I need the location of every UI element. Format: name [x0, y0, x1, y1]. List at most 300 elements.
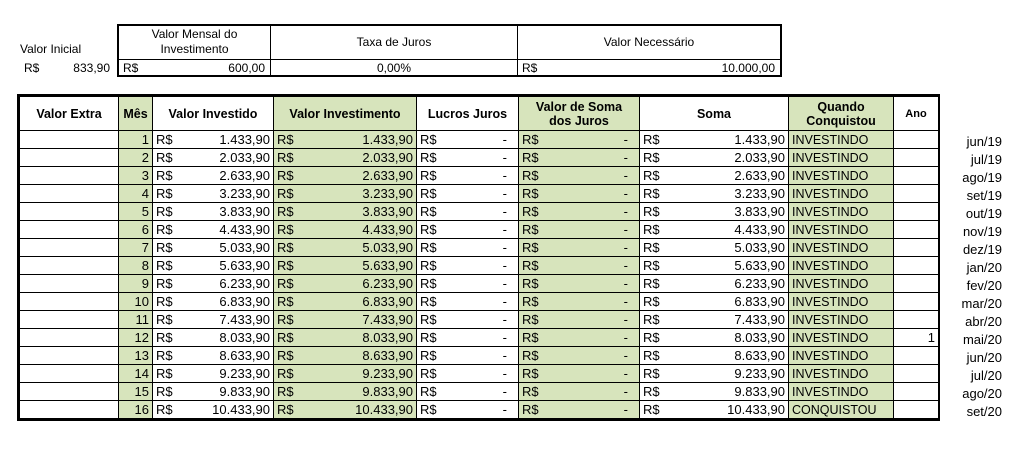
currency-label: R$: [420, 168, 437, 183]
valor-investido-value: 1.433,90: [219, 132, 270, 147]
currency-label: R$: [643, 150, 660, 165]
soma-juros-cell: [519, 221, 640, 239]
taxa-juros-value[interactable]: 0,00%: [376, 61, 412, 75]
header-quando-conquistou: [789, 97, 894, 131]
lucros-juros-value: -: [502, 330, 507, 345]
valor-investido-value: 3.233,90: [219, 186, 270, 201]
header-soma-juros-line1: Valor de Soma: [535, 99, 623, 114]
valor-extra-cell[interactable]: [20, 365, 119, 383]
currency-label: R$: [156, 204, 173, 219]
mes-cell: 8: [119, 257, 153, 275]
valor-investimento-cell: [274, 185, 417, 203]
valor-investimento-cell: [274, 131, 417, 149]
table-row: [20, 239, 939, 257]
header-ano: Ano: [894, 97, 939, 131]
valor-investimento-value: 9.233,90: [362, 366, 413, 381]
soma-value: 6.833,90: [734, 294, 785, 309]
valor-mensal-label-line1: Valor Mensal do: [151, 27, 238, 41]
valor-investido-cell: [153, 149, 274, 167]
soma-juros-cell: [519, 365, 640, 383]
valor-extra-cell[interactable]: [20, 275, 119, 293]
soma-juros-cell: [519, 275, 640, 293]
table-header-row: [20, 97, 939, 131]
soma-cell: [640, 131, 789, 149]
valor-extra-cell[interactable]: [20, 131, 119, 149]
soma-cell: [640, 329, 789, 347]
valor-investido-cell: [153, 257, 274, 275]
currency-label: R$: [522, 402, 539, 417]
valor-investimento-value: 2.033,90: [362, 150, 413, 165]
month-label: nov/19: [962, 224, 1002, 239]
header-soma-juros-line2: dos Juros: [549, 113, 609, 128]
ano-cell: [894, 275, 939, 293]
soma-juros-cell: [519, 167, 640, 185]
mes-cell: 10: [119, 293, 153, 311]
lucros-juros-value: -: [502, 150, 507, 165]
valor-necessario-currency: R$: [522, 61, 538, 75]
valor-investido-value: 2.633,90: [219, 168, 270, 183]
valor-investido-cell: [153, 329, 274, 347]
soma-juros-value: -: [623, 402, 628, 417]
valor-extra-cell[interactable]: [20, 293, 119, 311]
currency-label: R$: [277, 222, 294, 237]
valor-inicial-value[interactable]: 833,90: [73, 61, 110, 75]
valor-investimento-cell: [274, 329, 417, 347]
month-label: ago/20: [962, 386, 1002, 401]
valor-investido-value: 9.833,90: [219, 384, 270, 399]
month-label: jul/19: [970, 152, 1002, 167]
currency-label: R$: [522, 222, 539, 237]
valor-investimento-cell: [274, 365, 417, 383]
currency-label: R$: [156, 330, 173, 345]
table-row: [20, 275, 939, 293]
mes-cell: 7: [119, 239, 153, 257]
ano-cell: [894, 401, 939, 419]
valor-investido-value: 3.833,90: [219, 204, 270, 219]
currency-label: R$: [277, 258, 294, 273]
soma-value: 10.433,90: [727, 402, 785, 417]
currency-label: R$: [643, 348, 660, 363]
soma-value: 9.233,90: [734, 366, 785, 381]
table-row: [20, 329, 939, 347]
currency-label: R$: [156, 384, 173, 399]
ano-cell: [894, 257, 939, 275]
currency-label: R$: [643, 186, 660, 201]
valor-investimento-value: 6.233,90: [362, 276, 413, 291]
soma-juros-cell: [519, 203, 640, 221]
valor-investido-value: 4.433,90: [219, 222, 270, 237]
status-cell: INVESTINDO: [789, 185, 894, 203]
valor-investido-cell: [153, 203, 274, 221]
soma-value: 2.633,90: [734, 168, 785, 183]
month-label: mai/20: [962, 332, 1002, 347]
table-row: [20, 131, 939, 149]
month-label: fev/20: [966, 278, 1002, 293]
currency-label: R$: [277, 150, 294, 165]
currency-label: R$: [522, 258, 539, 273]
currency-label: R$: [643, 294, 660, 309]
valor-investimento-cell: [274, 383, 417, 401]
currency-label: R$: [522, 186, 539, 201]
valor-investimento-cell: [274, 257, 417, 275]
mes-cell: 5: [119, 203, 153, 221]
valor-investimento-cell: [274, 275, 417, 293]
currency-label: R$: [420, 294, 437, 309]
mes-cell: 14: [119, 365, 153, 383]
valor-mensal-currency: R$: [123, 61, 139, 75]
investment-table: [17, 94, 940, 421]
month-label: dez/19: [962, 242, 1002, 257]
month-label: set/19: [966, 188, 1002, 203]
table-row: [20, 347, 939, 365]
currency-label: R$: [156, 186, 173, 201]
valor-investimento-value: 1.433,90: [362, 132, 413, 147]
ano-cell: [894, 293, 939, 311]
month-label: jun/19: [966, 134, 1002, 149]
valor-investido-cell: [153, 239, 274, 257]
soma-value: 1.433,90: [734, 132, 785, 147]
soma-juros-value: -: [623, 312, 628, 327]
table-row: [20, 383, 939, 401]
month-label: mar/20: [961, 296, 1002, 311]
valor-investido-value: 8.633,90: [219, 348, 270, 363]
ano-cell: [894, 383, 939, 401]
currency-label: R$: [522, 240, 539, 255]
valor-investimento-value: 6.833,90: [362, 294, 413, 309]
valor-inicial-currency: R$: [24, 61, 40, 75]
soma-value: 6.233,90: [734, 276, 785, 291]
valor-investimento-value: 2.633,90: [362, 168, 413, 183]
currency-label: R$: [156, 168, 173, 183]
currency-label: R$: [522, 150, 539, 165]
currency-label: R$: [643, 366, 660, 381]
currency-label: R$: [522, 330, 539, 345]
valor-extra-cell[interactable]: [20, 401, 119, 419]
lucros-juros-value: -: [502, 168, 507, 183]
currency-label: R$: [420, 330, 437, 345]
currency-label: R$: [643, 384, 660, 399]
lucros-juros-cell: [417, 365, 519, 383]
valor-investido-cell: [153, 185, 274, 203]
currency-label: R$: [420, 312, 437, 327]
valor-investido-value: 7.433,90: [219, 312, 270, 327]
ano-cell: [894, 365, 939, 383]
ano-cell: [894, 131, 939, 149]
soma-cell: [640, 257, 789, 275]
table-row: [20, 401, 939, 419]
valor-extra-cell[interactable]: [20, 221, 119, 239]
soma-cell: [640, 311, 789, 329]
currency-label: R$: [277, 348, 294, 363]
currency-label: R$: [277, 366, 294, 381]
lucros-juros-cell: [417, 131, 519, 149]
status-cell: INVESTINDO: [789, 167, 894, 185]
lucros-juros-value: -: [502, 384, 507, 399]
soma-juros-value: -: [623, 294, 628, 309]
valor-extra-cell[interactable]: [20, 185, 119, 203]
month-label: set/20: [966, 404, 1002, 419]
header-lucros-juros: Lucros Juros: [417, 97, 519, 131]
valor-investido-value: 5.033,90: [219, 240, 270, 255]
lucros-juros-value: -: [502, 258, 507, 273]
currency-label: R$: [156, 258, 173, 273]
soma-juros-cell: [519, 185, 640, 203]
status-cell: INVESTINDO: [789, 239, 894, 257]
table-row: [20, 221, 939, 239]
mes-cell: 9: [119, 275, 153, 293]
currency-label: R$: [277, 168, 294, 183]
valor-investimento-value: 4.433,90: [362, 222, 413, 237]
parameters-box: [117, 24, 782, 77]
lucros-juros-cell: [417, 149, 519, 167]
status-cell: INVESTINDO: [789, 131, 894, 149]
currency-label: R$: [420, 384, 437, 399]
soma-cell: [640, 185, 789, 203]
status-cell: INVESTINDO: [789, 275, 894, 293]
status-cell: INVESTINDO: [789, 149, 894, 167]
valor-extra-cell[interactable]: [20, 203, 119, 221]
valor-investimento-cell: [274, 203, 417, 221]
lucros-juros-value: -: [502, 402, 507, 417]
valor-investido-value: 8.033,90: [219, 330, 270, 345]
valor-investido-value: 5.633,90: [219, 258, 270, 273]
lucros-juros-value: -: [502, 276, 507, 291]
currency-label: R$: [277, 402, 294, 417]
status-cell: INVESTINDO: [789, 221, 894, 239]
valor-extra-cell[interactable]: [20, 347, 119, 365]
valor-investido-cell: [153, 365, 274, 383]
currency-label: R$: [522, 384, 539, 399]
mes-cell: 2: [119, 149, 153, 167]
currency-label: R$: [522, 204, 539, 219]
status-cell: CONQUISTOU: [789, 401, 894, 419]
soma-value: 9.833,90: [734, 384, 785, 399]
mes-cell: 3: [119, 167, 153, 185]
soma-juros-cell: [519, 311, 640, 329]
valor-extra-cell[interactable]: [20, 149, 119, 167]
soma-value: 7.433,90: [734, 312, 785, 327]
soma-cell: [640, 203, 789, 221]
currency-label: R$: [156, 312, 173, 327]
valor-investimento-cell: [274, 311, 417, 329]
header-quando-line2: Conquistou: [806, 113, 876, 128]
soma-juros-value: -: [623, 222, 628, 237]
currency-label: R$: [643, 330, 660, 345]
currency-label: R$: [156, 348, 173, 363]
soma-cell: [640, 239, 789, 257]
table-row: [20, 185, 939, 203]
valor-investimento-cell: [274, 167, 417, 185]
valor-investimento-value: 7.433,90: [362, 312, 413, 327]
currency-label: R$: [522, 132, 539, 147]
ano-cell: [894, 167, 939, 185]
valor-investido-cell: [153, 131, 274, 149]
valor-extra-cell[interactable]: [20, 239, 119, 257]
currency-label: R$: [156, 294, 173, 309]
ano-cell: [894, 311, 939, 329]
currency-label: R$: [522, 294, 539, 309]
soma-juros-value: -: [623, 168, 628, 183]
valor-necessario-value[interactable]: 10.000,00: [721, 61, 775, 75]
valor-investido-cell: [153, 275, 274, 293]
mes-cell: 11: [119, 311, 153, 329]
lucros-juros-value: -: [502, 204, 507, 219]
soma-value: 2.033,90: [734, 150, 785, 165]
lucros-juros-value: -: [502, 222, 507, 237]
soma-cell: [640, 167, 789, 185]
currency-label: R$: [156, 276, 173, 291]
currency-label: R$: [277, 204, 294, 219]
currency-label: R$: [420, 240, 437, 255]
mes-cell: 1: [119, 131, 153, 149]
currency-label: R$: [156, 366, 173, 381]
soma-value: 8.633,90: [734, 348, 785, 363]
lucros-juros-value: -: [502, 366, 507, 381]
status-cell: INVESTINDO: [789, 383, 894, 401]
currency-label: R$: [420, 150, 437, 165]
soma-juros-value: -: [623, 384, 628, 399]
currency-label: R$: [277, 186, 294, 201]
ano-cell: [894, 347, 939, 365]
soma-cell: [640, 149, 789, 167]
soma-value: 3.233,90: [734, 186, 785, 201]
lucros-juros-cell: [417, 239, 519, 257]
soma-juros-cell: [519, 293, 640, 311]
lucros-juros-value: -: [502, 240, 507, 255]
soma-juros-value: -: [623, 276, 628, 291]
currency-label: R$: [277, 312, 294, 327]
currency-label: R$: [277, 276, 294, 291]
valor-investido-cell: [153, 383, 274, 401]
currency-label: R$: [643, 240, 660, 255]
currency-label: R$: [420, 258, 437, 273]
valor-investimento-value: 3.833,90: [362, 204, 413, 219]
soma-cell: [640, 275, 789, 293]
soma-juros-cell: [519, 131, 640, 149]
soma-juros-value: -: [623, 132, 628, 147]
month-label: jun/20: [966, 350, 1002, 365]
ano-cell: 1: [894, 329, 939, 347]
currency-label: R$: [643, 222, 660, 237]
header-valor-investido: Valor Investido: [153, 97, 274, 131]
soma-value: 3.833,90: [734, 204, 785, 219]
valor-mensal-header: [119, 26, 270, 59]
ano-cell: [894, 185, 939, 203]
valor-investimento-cell: [274, 293, 417, 311]
lucros-juros-cell: [417, 347, 519, 365]
currency-label: R$: [277, 132, 294, 147]
valor-investimento-cell: [274, 149, 417, 167]
valor-investido-value: 6.233,90: [219, 276, 270, 291]
table-row: [20, 311, 939, 329]
table-row: [20, 149, 939, 167]
valor-mensal-value[interactable]: 600,00: [228, 61, 265, 75]
currency-label: R$: [156, 222, 173, 237]
soma-juros-cell: [519, 329, 640, 347]
valor-investimento-value: 8.633,90: [362, 348, 413, 363]
soma-cell: [640, 365, 789, 383]
table-row: [20, 167, 939, 185]
status-cell: INVESTINDO: [789, 329, 894, 347]
valor-investido-cell: [153, 167, 274, 185]
header-quando-line1: Quando: [817, 99, 865, 114]
currency-label: R$: [420, 276, 437, 291]
lucros-juros-cell: [417, 185, 519, 203]
currency-label: R$: [156, 402, 173, 417]
valor-extra-cell[interactable]: [20, 329, 119, 347]
valor-extra-cell[interactable]: [20, 167, 119, 185]
header-mes: Mês: [119, 97, 153, 131]
soma-juros-cell: [519, 257, 640, 275]
soma-juros-value: -: [623, 366, 628, 381]
soma-juros-cell: [519, 347, 640, 365]
soma-juros-value: -: [623, 240, 628, 255]
currency-label: R$: [420, 366, 437, 381]
header-soma: Soma: [640, 97, 789, 131]
header-valor-investimento: Valor Investimento: [274, 97, 417, 131]
header-soma-juros: [519, 97, 640, 131]
mes-cell: 4: [119, 185, 153, 203]
lucros-juros-cell: [417, 203, 519, 221]
header-valor-extra: Valor Extra: [20, 97, 119, 131]
currency-label: R$: [522, 276, 539, 291]
valor-investimento-value: 9.833,90: [362, 384, 413, 399]
soma-juros-cell: [519, 383, 640, 401]
lucros-juros-cell: [417, 275, 519, 293]
valor-investido-cell: [153, 401, 274, 419]
status-cell: INVESTINDO: [789, 365, 894, 383]
table-row: [20, 203, 939, 221]
currency-label: R$: [643, 402, 660, 417]
valor-extra-cell[interactable]: [20, 383, 119, 401]
valor-investimento-value: 8.033,90: [362, 330, 413, 345]
valor-extra-cell[interactable]: [20, 257, 119, 275]
soma-juros-value: -: [623, 186, 628, 201]
ano-cell: [894, 239, 939, 257]
soma-juros-value: -: [623, 150, 628, 165]
currency-label: R$: [643, 132, 660, 147]
currency-label: R$: [643, 258, 660, 273]
soma-cell: [640, 383, 789, 401]
status-cell: INVESTINDO: [789, 311, 894, 329]
soma-juros-cell: [519, 401, 640, 419]
month-label: jan/20: [966, 260, 1002, 275]
valor-mensal-label-line2: Investimento: [160, 42, 229, 56]
lucros-juros-cell: [417, 257, 519, 275]
taxa-juros-header: Taxa de Juros: [356, 35, 432, 49]
currency-label: R$: [522, 366, 539, 381]
soma-value: 5.633,90: [734, 258, 785, 273]
lucros-juros-cell: [417, 329, 519, 347]
valor-investido-cell: [153, 293, 274, 311]
currency-label: R$: [522, 348, 539, 363]
soma-juros-cell: [519, 239, 640, 257]
valor-investido-value: 2.033,90: [219, 150, 270, 165]
soma-juros-cell: [519, 149, 640, 167]
currency-label: R$: [277, 294, 294, 309]
valor-investimento-cell: [274, 347, 417, 365]
lucros-juros-cell: [417, 311, 519, 329]
valor-investimento-value: 3.233,90: [362, 186, 413, 201]
currency-label: R$: [277, 384, 294, 399]
lucros-juros-value: -: [502, 132, 507, 147]
valor-extra-cell[interactable]: [20, 311, 119, 329]
table-row: [20, 293, 939, 311]
currency-label: R$: [420, 204, 437, 219]
lucros-juros-value: -: [502, 348, 507, 363]
currency-label: R$: [420, 222, 437, 237]
lucros-juros-value: -: [502, 312, 507, 327]
